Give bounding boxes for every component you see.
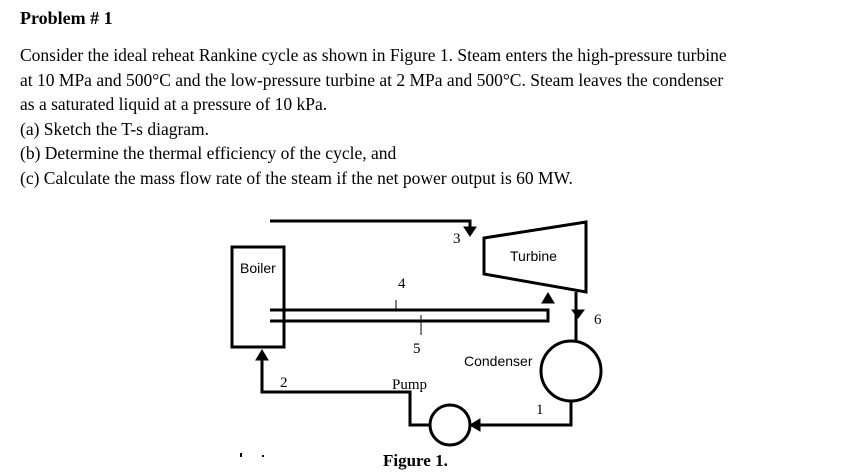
state-2-label: 2 (280, 375, 288, 391)
condenser-label: Condenser (464, 353, 533, 369)
state-3-label: 3 (453, 231, 461, 247)
pump-label: Pump (392, 377, 428, 393)
problem-line: Consider the ideal reheat Rankine cycle as shown in Figure 1. Steam enters the high-pressure turbine (20, 45, 727, 65)
reheat-pipe (270, 310, 548, 321)
condenser-circle (541, 341, 601, 401)
state-5-label: 5 (413, 341, 421, 357)
arrow-down-icon (572, 310, 584, 318)
state-6-label: 6 (594, 312, 602, 328)
state-1-label: 1 (536, 402, 544, 418)
problem-line: at 10 MPa and 500°C and the low-pressure turbine at 2 MPa and 500°C. Steam leaves the condenser (20, 69, 724, 90)
main-steam-line (270, 221, 470, 232)
problem-line: (a) Sketch the T-s diagram. (20, 118, 210, 139)
arrow-up-icon (256, 350, 268, 360)
pump-circle (430, 405, 470, 445)
arrow-left-icon (470, 419, 480, 431)
arrow-up-icon (542, 293, 554, 303)
figure-caption: Figure 1. (383, 451, 448, 470)
problem-line: (c) Calculate the mass flow rate of the steam if the net power output is 60 MW. (20, 167, 573, 188)
turbine-label: Turbine (510, 248, 557, 264)
problem-line: (b) Determine the thermal efficiency of the cycle, and (20, 143, 397, 163)
state-4-label: 4 (398, 276, 406, 292)
boiler-label: Boiler (240, 260, 276, 276)
condensate-line (477, 401, 571, 425)
problem-line: as a saturated liquid at a pressure of 10 kPa. (20, 94, 328, 114)
problem-heading: Problem # 1 (20, 8, 113, 28)
arrow-down-icon (464, 227, 476, 236)
